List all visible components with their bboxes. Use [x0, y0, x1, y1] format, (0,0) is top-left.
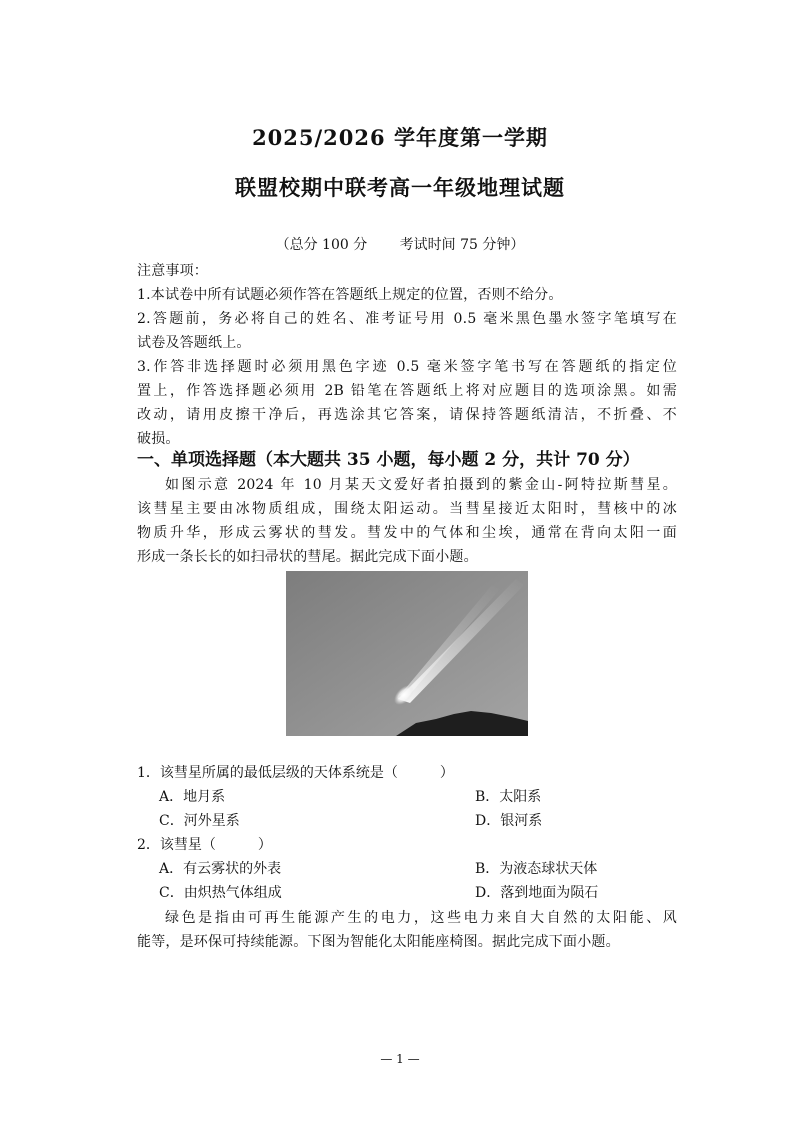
intro-line: 如图示意 2024 年 10 月某天文爱好者拍摄到的紫金山-阿特拉斯彗星。 [165, 477, 677, 493]
q1-option-b: B．太阳系 [475, 789, 542, 805]
intro-line: 该彗星主要由冰物质组成，围绕太阳运动。当彗星接近太阳时，彗核中的冰 [137, 501, 677, 517]
passage-line: 能等，是环保可持续能源。下图为智能化太阳能座椅图。据此完成下面小题。 [137, 934, 620, 950]
exam-time: 考试时间 75 分钟） [399, 237, 525, 253]
note-line: 置上，作答选择题必须用 2B 铅笔在答题纸上将对应题目的选项涂黑。如需 [137, 383, 677, 399]
passage-line: 绿色是指由可再生能源产生的电力，这些电力来自大自然的太阳能、风 [165, 910, 677, 926]
note-line: 破损。 [137, 431, 180, 447]
q2-option-c: C．由炽热气体组成 [159, 885, 282, 901]
q1-option-a: A．地月系 [159, 789, 226, 805]
note-line: 2.答题前，务必将自己的姓名、准考证号用 0.5 毫米黑色墨水签字笔填写在 [137, 311, 677, 327]
exam-title-line2: 联盟校期中联考高一年级地理试题 [235, 175, 565, 200]
q2-option-b: B．为液态球状天体 [475, 861, 598, 877]
note-line: 3.作答非选择题时必须用黑色字迹 0.5 毫米签字笔书写在答题纸的指定位 [137, 359, 677, 375]
intro-line: 形成一条长长的如扫帚状的彗尾。据此完成下面小题。 [137, 549, 478, 565]
q1-option-d: D．银河系 [475, 813, 543, 829]
total-score: （总分 100 分 [275, 237, 368, 253]
question-2-stem: 2．该彗星（ ） [137, 837, 272, 853]
question-1-stem: 1．该彗星所属的最低层级的天体系统是（ ） [137, 765, 454, 781]
section-heading: 一、单项选择题（本大题共 35 小题，每小题 2 分，共计 70 分） [137, 450, 640, 470]
note-line: 改动，请用皮擦干净后，再选涂其它答案，请保持答题纸清洁，不折叠、不 [137, 407, 677, 423]
notes-label: 注意事项： [137, 263, 208, 279]
intro-line: 物质升华，形成云雾状的彗发。彗发中的气体和尘埃，通常在背向太阳一面 [137, 525, 677, 541]
note-line: 1.本试卷中所有试题必须作答在答题纸上规定的位置，否则不给分。 [137, 287, 563, 303]
q2-option-a: A．有云雾状的外表 [159, 861, 282, 877]
exam-info [0, 234, 800, 254]
note-line: 试卷及答题纸上。 [137, 335, 251, 351]
exam-title-line1: 2025/2026 学年度第一学期 [252, 125, 548, 150]
comet-photo [286, 571, 528, 736]
q1-option-c: C．河外星系 [159, 813, 240, 829]
q2-option-d: D．落到地面为陨石 [475, 885, 599, 901]
page-number: — 1 — [380, 1052, 420, 1066]
